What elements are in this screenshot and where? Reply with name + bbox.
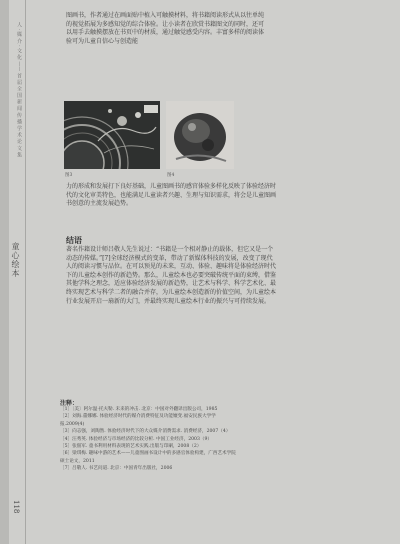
figure-3-caption: 图3 xyxy=(65,173,73,178)
note-item: ［1］〔美〕阿尔温·托夫勒. 未来的冲击. 北京：中国对外翻译出版公司，1985 xyxy=(60,407,218,412)
figure-3-image xyxy=(64,101,160,169)
note-item: ［7］吕敬人. 书艺问道. 北京：中国青年出版社，2006 xyxy=(60,466,173,472)
paragraph-conclusion: 著名作籍设计师吕敬人先生说过：“书籍是一个相对静止的载体，但它又是一个动态的传媒。”[7]全球经济模式的变革，带动了新媒体科技的发展，改变了现代人的阅读习惯与品位。在可以预见的未来，互动、体验、趣味将是体验经济时代下的儿童绘本创作的新趋势。那么，儿童绘本也必要突破传统平面的束缚，借鉴其他学科之理念，适应体验经济发展的新趋势，让艺术与科学、科学艺术化、最终实现艺术与科学二者的融合并存，为儿童绘本创造新的价值空间，为儿童绘本行业发展开启一扇新的大门，并最终实现儿童绘本行业的振兴与可持续发展。 xyxy=(66,246,277,305)
note-item: ［5］张佃军. 童书利用材料表现的艺术实践.出版与印刷，2008（2） xyxy=(60,444,202,450)
paragraph-intro: 图画书，作者通过在画面贴中植入可触摸材料，将书籍阅读形式从以往单纯的视觉拓展为多感知觉的综合体验。让小读者在欣赏书籍图文的同时，还可以用手去触摸摆放在书页中的材质，通过触觉感受内容。丰富多样的阅读体验可为儿童自信心与创造能 xyxy=(66,12,265,45)
page-number: 118 xyxy=(12,500,20,514)
notes-list xyxy=(60,406,240,473)
margin-rule xyxy=(25,0,26,544)
note-item: ［4］汪秀英. 体验经济与市场经济的比较分析. 中国工业经济，2003（9） xyxy=(60,436,213,442)
figure-4-caption: 图4 xyxy=(167,173,175,178)
note-item: ［6］梁琪梅. 趣味中游的艺术——儿童图画书设计中的多感官体验构建，广西艺术学院硕士论文，2011 xyxy=(60,451,236,464)
notes-title: 注释： xyxy=(60,400,79,407)
figure-4-image xyxy=(166,101,234,169)
note-item: ［2］刘海.董娜娜. 体验经济时代的媒介消费特征及功能嬗变.福安民族大学学报.2009(4) xyxy=(60,414,216,427)
section-heading: 结语 xyxy=(66,235,82,245)
note-item: ［3］向志强，刘陶然. 体验经济时代下的大众媒介消费需求. 消费经济，2007（4） xyxy=(60,429,231,435)
section-title: 童心绘本 xyxy=(11,242,20,278)
paragraph-continuation: 力的形成和发展打下良好基础，儿童图画书的感官体验多样化反映了体验经济时代的文化审美特色，也能满足儿童读者兴趣、生理与知识需求，将会是儿童图画书创意的主流发展趋势。 xyxy=(66,183,277,208)
running-head: 人 · 媒 介 · 文 化 —— 首 届 全 国 新 闻 传 播 学 术 论 文 集 xyxy=(16,22,22,157)
